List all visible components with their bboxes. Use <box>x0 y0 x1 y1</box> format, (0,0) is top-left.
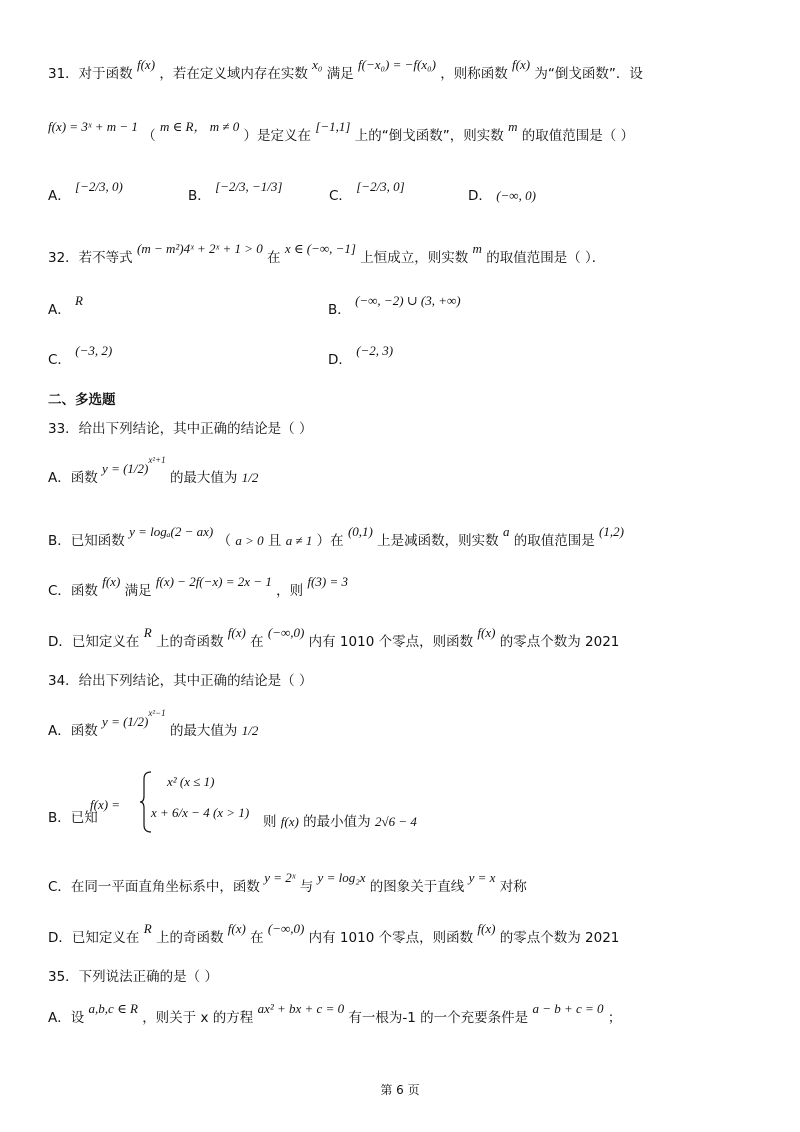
page-number: 第 6 页 <box>380 1083 420 1097</box>
math: f(x) <box>477 625 496 640</box>
q32-option-b <box>328 293 461 318</box>
math: m <box>508 119 518 134</box>
math: 1/2 <box>241 470 259 485</box>
q34-option-b-label: B．已知 <box>48 810 98 826</box>
text: 且 <box>267 533 282 549</box>
q34-option-d <box>48 921 620 946</box>
q34-option-a <box>48 707 259 739</box>
text: A．设 <box>48 1010 85 1026</box>
math: f(x) <box>512 57 531 72</box>
q32-option-c <box>48 343 113 368</box>
text: 满足 <box>326 66 354 82</box>
text: ，则称函数 <box>440 66 508 82</box>
q33-option-d <box>48 625 620 650</box>
math: a,b,c ∈ R <box>88 1001 138 1016</box>
math: x ∈ (−∞, −1] <box>284 241 356 256</box>
text: B．已知函数 <box>48 533 125 549</box>
math: [−1,1] <box>315 119 351 134</box>
math: 1/2 <box>241 723 259 738</box>
text: 上的奇函数 <box>155 930 224 946</box>
math: f(x) <box>280 814 299 829</box>
text: 有一根为-1 的一个充要条件是 <box>348 1010 529 1026</box>
math: a ≠ 1 <box>285 533 313 548</box>
math: f(−x₀) = −f(x₀) <box>358 57 436 72</box>
text: 的零点个数为 2021 <box>499 930 620 946</box>
text: （ <box>217 533 232 549</box>
text: ）在 <box>316 533 344 549</box>
math: f(x) <box>227 625 246 640</box>
text: 满足 <box>124 583 152 599</box>
math: f(3) = 3 <box>307 574 348 589</box>
math: f(x) <box>136 57 156 72</box>
text: ，则 <box>276 583 304 599</box>
text: 32．若不等式 <box>48 250 133 266</box>
text: 上的“倒戈函数”，则实数 <box>354 128 504 144</box>
option-value: [−2/3, 0] <box>356 179 405 194</box>
text: 则 <box>263 814 277 830</box>
text: 内有 1010 个零点，则函数 <box>308 930 474 946</box>
math: f(x) <box>227 921 246 936</box>
q35-option-a <box>48 1001 622 1026</box>
text: C．函数 <box>48 583 98 599</box>
q34-stem: 34．给出下列结论，其中正确的结论是（ ） <box>48 673 313 689</box>
math: m ∈ R， m ≠ 0 <box>160 119 240 134</box>
math: (−∞,0) <box>267 921 305 936</box>
exponent: x²−1 <box>148 707 166 718</box>
q31-line2 <box>48 119 635 144</box>
text: 在 <box>267 250 281 266</box>
q34-option-c <box>48 870 527 895</box>
q34-piecewise-lhs: f(x) = <box>90 797 121 812</box>
text: D．已知定义在 <box>48 634 140 650</box>
text: 的图象关于直线 <box>369 879 465 895</box>
math: f(x) <box>477 921 496 936</box>
math: 2√6 − 4 <box>374 814 417 829</box>
math: y = logₐ(2 − ax) <box>129 524 214 539</box>
text: 的取值范围是（ ）． <box>486 250 606 266</box>
q32-option-d <box>328 343 394 368</box>
q32-option-a <box>48 293 83 318</box>
math: y = x <box>468 870 496 885</box>
option-label: B． <box>328 302 351 318</box>
option-label: A． <box>48 188 71 204</box>
math: a <box>502 524 510 539</box>
q33-stem: 33．给出下列结论，其中正确的结论是（ ） <box>48 421 313 437</box>
option-value: (−∞, 0) <box>496 188 536 203</box>
math: a − b + c = 0 <box>532 1001 604 1016</box>
option-value: (−∞, −2) ∪ (3, +∞) <box>355 293 461 308</box>
q35-stem: 35．下列说法正确的是（ ） <box>48 969 218 985</box>
math: f(x) − 2f(−x) = 2x − 1 <box>155 574 272 589</box>
math: (m − m²)4ˣ + 2ˣ + 1 > 0 <box>136 241 263 256</box>
q32-line1 <box>48 241 606 266</box>
option-value: (−3, 2) <box>75 343 113 358</box>
text: ，则关于 x 的方程 <box>142 1010 254 1026</box>
text: ； <box>607 1010 622 1026</box>
text: 的取值范围是（ ） <box>521 128 635 144</box>
text: 上恒成立，则实数 <box>360 250 469 266</box>
text: 内有 1010 个零点，则函数 <box>308 634 474 650</box>
text: A．函数 <box>48 723 98 739</box>
option-value: [−2/3, −1/3] <box>215 179 283 194</box>
exponent: x²+1 <box>148 454 166 465</box>
q31-line1 <box>48 57 643 82</box>
option-label: D． <box>328 352 352 368</box>
q31-option-b <box>188 179 283 204</box>
option-label: C． <box>48 352 71 368</box>
math: (1,2) <box>599 524 624 539</box>
math: m <box>472 241 482 256</box>
q33-option-b <box>48 524 624 549</box>
math: (−∞,0) <box>267 625 305 640</box>
text: 的取值范围是 <box>513 533 595 549</box>
text: 上是减函数，则实数 <box>377 533 499 549</box>
math: f(x) <box>102 574 121 589</box>
q34-piecewise-case1: x² (x ≤ 1) <box>167 774 215 789</box>
text: C．在同一平面直角坐标系中，函数 <box>48 879 260 895</box>
math: x₀ <box>312 57 323 72</box>
text: （ <box>142 128 156 144</box>
text: D．已知定义在 <box>48 930 140 946</box>
q33-option-c <box>48 574 348 599</box>
option-label: B． <box>188 188 211 204</box>
math: a > 0 <box>235 533 264 548</box>
math: (0,1) <box>347 524 373 539</box>
q34-piecewise-case2: x + 6/x − 4 (x > 1) <box>151 805 250 820</box>
text: A．函数 <box>48 470 98 486</box>
math: R <box>143 921 152 936</box>
text: 为“倒戈函数”．设 <box>534 66 643 82</box>
q31-option-c <box>329 179 405 204</box>
text: 在 <box>250 634 264 650</box>
math: f(x) = 3ˣ + m − 1 <box>48 119 138 134</box>
text: 的最大值为 <box>169 470 238 486</box>
option-value: [−2/3, 0) <box>75 179 123 194</box>
q33-option-a <box>48 454 259 486</box>
math: ax² + bx + c = 0 <box>257 1001 345 1016</box>
text: 对称 <box>499 879 527 895</box>
text: ，若在定义域内存在实数 <box>159 66 308 82</box>
option-value: (−2, 3) <box>356 343 394 358</box>
text: ）是定义在 <box>243 128 312 144</box>
math: y = 2ˣ <box>264 870 296 885</box>
text: 上的奇函数 <box>155 634 224 650</box>
option-label: C． <box>329 188 352 204</box>
text: 31．对于函数 <box>48 66 133 82</box>
brace-icon <box>139 770 153 834</box>
math: y = log₂x <box>317 870 366 885</box>
option-value: R <box>75 293 83 308</box>
text: 在 <box>250 930 264 946</box>
q34-option-b-rest <box>263 810 417 830</box>
text: 与 <box>299 879 314 895</box>
text: 的零点个数为 2021 <box>499 634 620 650</box>
math: R <box>143 625 152 640</box>
q31-option-a <box>48 179 123 204</box>
math: y = (1/2) <box>102 461 149 476</box>
math: y = (1/2) <box>102 714 149 729</box>
text: 的最小值为 <box>303 814 371 830</box>
option-label: A． <box>48 302 71 318</box>
text: 的最大值为 <box>169 723 238 739</box>
q31-option-d <box>468 184 536 204</box>
section-heading: 二、多选题 <box>48 392 116 408</box>
option-label: D． <box>468 188 492 204</box>
